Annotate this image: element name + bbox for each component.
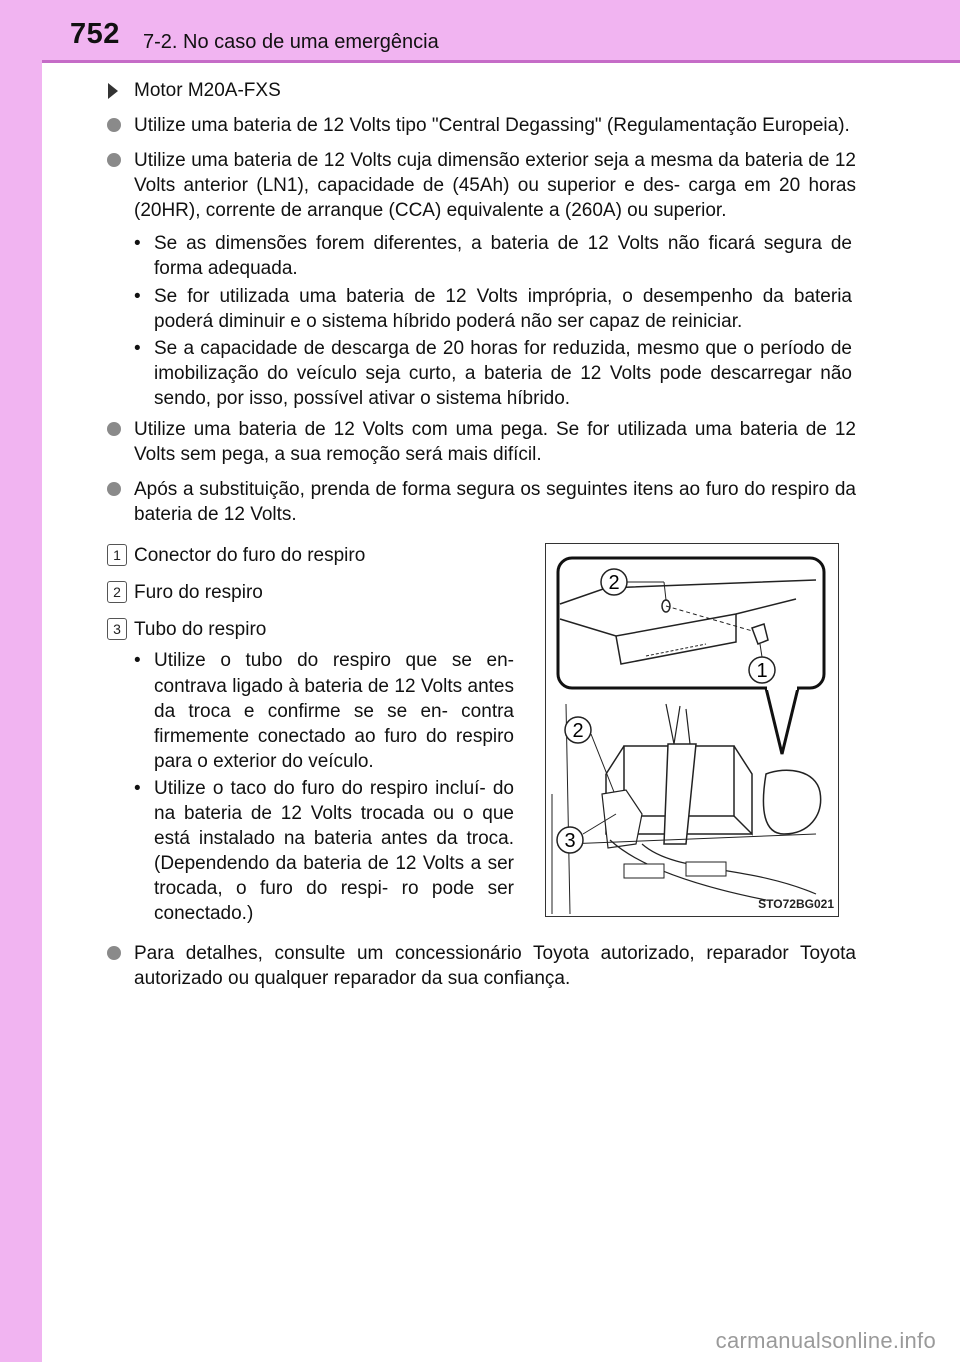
figure-caption: STO72BG021 [758, 897, 834, 912]
dash-list [134, 648, 518, 926]
dash-text: Se a capacidade de descarga de 20 horas for reduzida, mesmo que o período de imobilização do veículo seja curto, a bateria de 12 Volts pode descarregar não sendo, por isso, possível ativar o sistema híbrido. [154, 337, 852, 409]
header-rule [42, 60, 960, 63]
figure-section [104, 543, 856, 933]
dash-text: Se for utilizada uma bateria de 12 Volts imprópria, o desempenho da bateria poderá diminuir e o sistema híbrido poderá não ser capaz de reiniciar. [154, 285, 852, 332]
numbered-label: Conector do furo do respiro [134, 545, 366, 567]
engine-subheading [104, 78, 856, 103]
dash-text: Utilize o taco do furo do respiro incluí- do na bateria de 12 Volts trocada ou o que está instalado na bateria antes da troca. (Dependendo da bateria de 12 Volts a ser trocada, o furo do respi- ro pode ser conectado.) [154, 777, 514, 925]
dash-item: • Se for utilizada uma bateria de 12 Volts imprópria, o desempenho da bateria poderá diminuir e o sistema híbrido poderá não ser capaz de reiniciar. [134, 285, 852, 332]
callout-label: 2 [608, 572, 620, 595]
bullet-item [104, 941, 856, 991]
page-number: 752 [70, 18, 120, 50]
bullet-item [104, 148, 856, 223]
battery-vent-illustration [545, 543, 839, 917]
bullet-text: Utilize uma bateria de 12 Volts com uma pega. Se for utilizada uma bateria de 12 Volts sem pega, a sua remoção será mais difícil. [134, 418, 856, 466]
callout-label: 1 [756, 660, 768, 683]
circle-bullet-icon [107, 118, 121, 132]
number-badge: 2 [107, 581, 127, 603]
main-content [104, 78, 856, 1001]
numbered-item [104, 580, 518, 605]
illustration-drawing [546, 544, 838, 916]
numbered-label: Furo do respiro [134, 582, 263, 604]
circle-bullet-icon [107, 482, 121, 496]
dash-list [134, 231, 856, 411]
number-badge: 3 [107, 618, 127, 640]
circle-bullet-icon [107, 153, 121, 167]
bullet-text: Para detalhes, consulte um concessionário Toyota autorizado, reparador Toyota autorizado ou qualquer reparador da sua confiança. [134, 943, 856, 990]
circle-bullet-icon [107, 422, 121, 436]
bullet-text: Utilize uma bateria de 12 Volts cuja dimensão exterior seja a mesma da bateria de 12 Volts anterior (LN1), capacidade de (45Ah) ou superior e des- carga em 20 horas (20HR), corrente de arranque (CCA) equivalente a (260A) ou superior. [134, 150, 856, 222]
subheading-text: Motor M20A-FXS [134, 80, 281, 101]
circle-bullet-icon [107, 946, 121, 960]
dash-item: • Utilize o taco do furo do respiro incluí- do na bateria de 12 Volts trocada ou o que está instalado na bateria antes da troca. (Dependendo da bateria de 12 Volts a ser trocada, o furo do respi- ro pode ser conectado.) [134, 777, 514, 925]
sidebar-band [0, 0, 42, 1362]
number-badge: 1 [107, 544, 127, 566]
dash-item: • Se a capacidade de descarga de 20 horas for reduzida, mesmo que o período de imobilização do veículo seja curto, a bateria de 12 Volts pode descarregar não sendo, por isso, possível ativar o sistema híbrido. [134, 337, 852, 409]
section-title: 7-2. No caso de uma emergência [143, 31, 439, 53]
numbered-label: Tubo do respiro [134, 619, 267, 641]
numbered-item [104, 617, 518, 642]
bullet-item [104, 113, 856, 138]
triangle-bullet-icon [108, 83, 118, 99]
numbered-list [104, 543, 518, 932]
watermark: carmanualsonline.info [715, 1328, 936, 1353]
dash-text: Utilize o tubo do respiro que se en- contrava ligado à bateria de 12 Volts antes da troca e confirme se se en- contra firmemente conectado ao furo do respiro para o exterior do veículo. [154, 650, 514, 772]
dash-item: • Se as dimensões forem diferentes, a bateria de 12 Volts não ficará segura de forma adequada. [134, 233, 852, 280]
bullet-text: Após a substituição, prenda de forma segura os seguintes itens ao furo do respiro da bateria de 12 Volts. [134, 479, 856, 526]
dash-item: • Utilize o tubo do respiro que se en- contrava ligado à bateria de 12 Volts antes da troca e confirme se se en- contra firmemente conectado ao furo do respiro para o exterior do veículo. [134, 650, 514, 772]
bullet-text: Utilize uma bateria de 12 Volts tipo "Central Degassing" (Regulamentação Europeia). [134, 115, 850, 137]
dash-text: Se as dimensões forem diferentes, a bateria de 12 Volts não ficará segura de forma adequada. [154, 233, 852, 280]
callout-label: 3 [564, 830, 576, 853]
numbered-item [104, 543, 518, 568]
bullet-item [104, 477, 856, 527]
callout-label: 2 [572, 720, 584, 743]
bullet-item [104, 417, 856, 467]
